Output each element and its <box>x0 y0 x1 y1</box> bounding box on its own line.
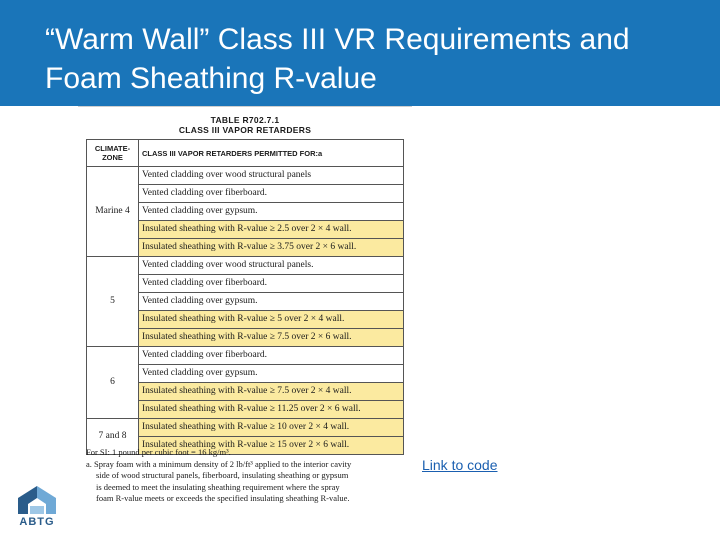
table-heading <box>78 115 412 135</box>
table-footnotes <box>86 447 406 505</box>
requirement-cell: Vented cladding over wood structural panels. <box>139 257 404 275</box>
highlighted-requirement-cell: Insulated sheathing with R-value ≥ 15 over 2 × 6 wall. <box>139 437 404 455</box>
highlighted-requirement-cell: Insulated sheathing with R-value ≥ 7.5 over 2 × 6 wall. <box>139 329 404 347</box>
col-header-zone: CLIMATE-ZONE <box>87 140 139 167</box>
highlighted-requirement-cell: Insulated sheathing with R-value ≥ 5 over 2 × 4 wall. <box>139 311 404 329</box>
vapor-retarder-table <box>86 139 404 455</box>
house-icon <box>8 484 66 516</box>
footnote-si: For SI: 1 pound per cubic foot = 16 kg/m³. <box>86 447 231 457</box>
requirement-cell: Vented cladding over wood structural panels <box>139 167 404 185</box>
requirement-cell: Vented cladding over gypsum. <box>139 203 404 221</box>
code-table-image <box>78 106 412 515</box>
highlighted-requirement-cell: Insulated sheathing with R-value ≥ 2.5 over 2 × 4 wall. <box>139 221 404 239</box>
highlighted-requirement-cell: Insulated sheathing with R-value ≥ 11.25 over 2 × 6 wall. <box>139 401 404 419</box>
requirement-cell: Vented cladding over fiberboard. <box>139 347 404 365</box>
footnote-a-line: is deemed to meet the insulating sheathing requirement where the spray <box>96 481 340 492</box>
climate-zone-cell: Marine 4 <box>87 167 139 257</box>
table-row <box>87 257 404 275</box>
requirement-cell: Vented cladding over fiberboard. <box>139 185 404 203</box>
table-body <box>87 167 404 455</box>
logo-text: ABTG <box>19 516 55 528</box>
climate-zone-cell: 6 <box>87 347 139 419</box>
table-name: CLASS III VAPOR RETARDERS <box>178 125 312 135</box>
table-row <box>87 419 404 437</box>
footnote-a-line: side of wood structural panels, fiberboard, insulating sheathing or gypsum <box>96 470 349 480</box>
footnote-a: a. Spray foam with a minimum density of 2 lb/ft³ applied to the interior cavity <box>86 458 352 469</box>
col-header-permitted: CLASS III VAPOR RETARDERS PERMITTED FOR:a <box>139 140 404 167</box>
slide-title: “Warm Wall” Class III VR Requirements and Foam Sheathing R-value <box>45 23 630 95</box>
requirement-cell: Vented cladding over gypsum. <box>139 293 404 311</box>
highlighted-requirement-cell: Insulated sheathing with R-value ≥ 3.75 over 2 × 6 wall. <box>139 239 404 257</box>
link-to-code[interactable]: Link to code <box>422 457 498 473</box>
climate-zone-cell: 5 <box>87 257 139 347</box>
table-number: TABLE R702.7.1 <box>210 115 280 125</box>
table-row <box>87 167 404 185</box>
requirement-cell: Vented cladding over gypsum. <box>139 365 404 383</box>
title-bar <box>0 0 720 106</box>
abtg-logo <box>8 484 66 536</box>
footnote-a-line: foam R-value meets or exceeds the specified insulating sheathing R-value. <box>96 493 350 503</box>
table-row <box>87 347 404 365</box>
climate-zone-cell: 7 and 8 <box>87 419 139 455</box>
requirement-cell: Vented cladding over fiberboard. <box>139 275 404 293</box>
highlighted-requirement-cell: Insulated sheathing with R-value ≥ 10 over 2 × 4 wall. <box>139 419 404 437</box>
highlighted-requirement-cell: Insulated sheathing with R-value ≥ 7.5 over 2 × 4 wall. <box>139 383 404 401</box>
